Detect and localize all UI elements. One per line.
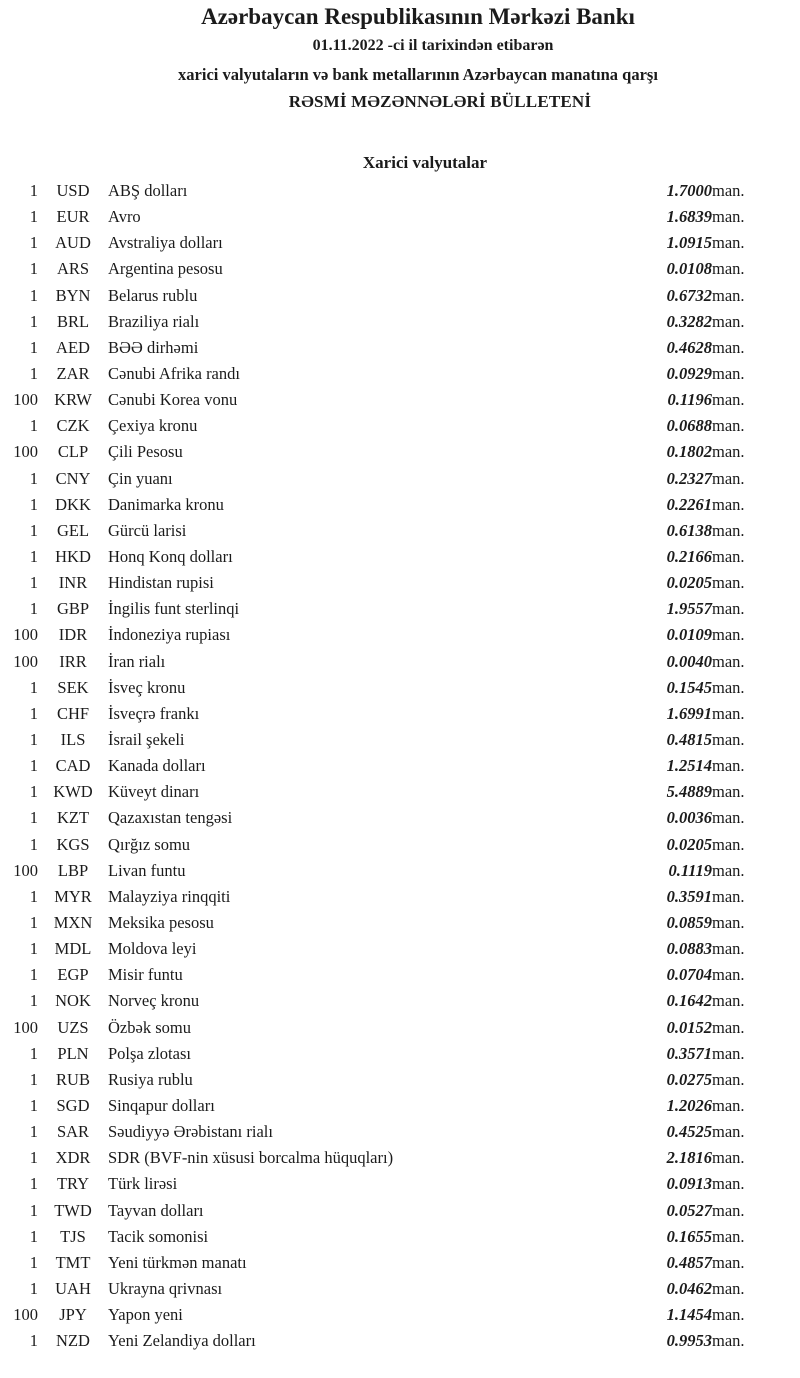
rate-row <box>0 727 780 753</box>
currency-name: Norveç kronu <box>108 991 200 1011</box>
rate-value: 0.0859 <box>666 913 712 932</box>
currency-name: Misir funtu <box>108 965 183 985</box>
rate-value: 0.4525 <box>666 1122 712 1142</box>
unit-label: man. <box>712 1148 745 1168</box>
unit-label: man. <box>712 651 745 671</box>
currency-name: Çili Pesosu <box>108 442 183 462</box>
currency-code: MYR <box>54 886 92 906</box>
unit-label: man. <box>712 1305 745 1325</box>
currency-code: CAD <box>55 756 91 776</box>
rate-value: 0.0205 <box>666 573 712 593</box>
currency-code: TRY <box>56 1174 90 1194</box>
unit-label: man. <box>712 965 745 985</box>
quantity: 1 <box>29 259 38 279</box>
unit-label: man. <box>712 311 745 331</box>
currency-name: Malayziya rinqqiti <box>108 886 231 906</box>
rate-value: 2.1816 <box>666 1148 712 1168</box>
quantity: 1 <box>29 233 38 253</box>
currency-name: Yeni Zelandiya dolları <box>108 1331 256 1351</box>
quantity: 100 <box>13 860 38 880</box>
unit-label: man. <box>712 1252 745 1272</box>
currency-code: NOK <box>55 991 91 1011</box>
currency-name: Sinqapur dolları <box>108 1095 215 1115</box>
rate-row <box>0 832 780 858</box>
unit-label: man. <box>712 390 745 410</box>
quantity: 1 <box>29 1226 38 1246</box>
currency-code: SGD <box>56 1095 90 1115</box>
rate-row <box>0 1250 780 1276</box>
rate-value: 0.1655 <box>666 1226 712 1246</box>
currency-name: Tayvan dolları <box>108 1200 204 1220</box>
quantity: 1 <box>29 181 38 201</box>
currency-name: Avstraliya dolları <box>108 233 223 253</box>
quantity: 1 <box>29 416 38 436</box>
rate-value: 0.6732 <box>666 285 712 305</box>
rate-value: 1.6839 <box>666 207 712 227</box>
quantity: 1 <box>29 1200 38 1220</box>
unit-label: man. <box>712 1069 745 1089</box>
rate-row <box>0 753 780 779</box>
unit-label: man. <box>712 547 745 567</box>
quantity: 100 <box>13 1305 38 1325</box>
unit-label: man. <box>712 416 745 436</box>
currency-name: Braziliya rialı <box>108 311 200 331</box>
quantity: 100 <box>13 1017 38 1037</box>
rate-value: 0.1642 <box>666 991 712 1011</box>
rate-row <box>0 309 780 335</box>
currency-code: CHF <box>56 703 90 723</box>
rate-value: 0.2166 <box>666 547 712 567</box>
quantity: 1 <box>29 1122 38 1142</box>
quantity: 100 <box>13 390 38 410</box>
currency-name: Cənubi Korea vonu <box>108 390 238 410</box>
currency-name: Küveyt dinarı <box>108 782 200 802</box>
quantity: 1 <box>29 311 38 331</box>
currency-code: IRR <box>59 651 87 671</box>
quantity: 1 <box>29 913 38 932</box>
rate-value: 0.0688 <box>666 416 712 436</box>
currency-code: USD <box>56 181 90 201</box>
rate-row <box>0 1093 780 1119</box>
rate-value: 0.0913 <box>666 1174 712 1194</box>
rate-value: 0.3591 <box>666 886 712 906</box>
currency-name: Yeni türkmən manatı <box>108 1252 247 1272</box>
currency-name: Ukrayna qrivnası <box>108 1278 223 1298</box>
unit-label: man. <box>712 337 745 357</box>
rate-value: 1.2026 <box>666 1095 712 1115</box>
unit-label: man. <box>712 782 745 802</box>
rate-row <box>0 1119 780 1145</box>
rate-value: 1.0915 <box>666 233 712 253</box>
quantity: 1 <box>29 1278 38 1298</box>
rate-row <box>0 988 780 1014</box>
unit-label: man. <box>712 939 745 959</box>
rate-row <box>0 622 780 648</box>
rate-row <box>0 570 780 596</box>
currency-name: SDR (BVF-nin xüsusi borcalma hüquqları) <box>108 1148 394 1168</box>
quantity: 1 <box>29 834 38 854</box>
rate-value: 0.0527 <box>666 1200 712 1220</box>
unit-label: man. <box>712 756 745 776</box>
rate-value: 0.0152 <box>666 1017 712 1037</box>
unit-label: man. <box>712 703 745 723</box>
rate-value: 1.2514 <box>666 756 712 776</box>
rate-row <box>0 230 780 256</box>
currency-name: Avro <box>108 207 141 227</box>
quantity: 1 <box>29 547 38 567</box>
rate-value: 0.6138 <box>666 520 712 540</box>
rate-row <box>0 1276 780 1302</box>
unit-label: man. <box>712 1200 745 1220</box>
quantity: 1 <box>29 703 38 723</box>
unit-label: man. <box>712 181 745 201</box>
unit-label: man. <box>712 1278 745 1298</box>
rate-row <box>0 544 780 570</box>
currency-code: KZT <box>56 808 90 828</box>
currency-code: UZS <box>57 1017 89 1037</box>
unit-label: man. <box>712 573 745 593</box>
rate-row <box>0 962 780 988</box>
rate-value: 0.4815 <box>666 730 712 750</box>
currency-code: NZD <box>56 1331 90 1351</box>
currency-code: BYN <box>55 285 91 305</box>
currency-name: İsveçrə frankı <box>108 703 200 723</box>
currency-code: JPY <box>59 1305 87 1325</box>
rate-value: 0.4628 <box>666 337 712 357</box>
quantity: 1 <box>29 1069 38 1089</box>
currency-name: Cənubi Afrika randı <box>108 364 240 384</box>
rate-value: 1.1454 <box>666 1305 712 1325</box>
unit-label: man. <box>712 520 745 540</box>
quantity: 1 <box>29 1095 38 1115</box>
unit-label: man. <box>712 677 745 697</box>
rate-value: 0.0883 <box>666 939 712 959</box>
currency-name: Argentina pesosu <box>108 259 223 279</box>
quantity: 1 <box>29 808 38 828</box>
rate-row <box>0 283 780 309</box>
currency-code: UAH <box>55 1278 91 1298</box>
currency-code: LBP <box>57 860 89 880</box>
rate-value: 1.9557 <box>666 599 712 619</box>
currency-name: Livan funtu <box>108 860 186 880</box>
currency-name: Qazaxıstan tengəsi <box>108 808 233 828</box>
currency-code: AED <box>56 337 90 357</box>
unit-label: man. <box>712 913 745 932</box>
quantity: 1 <box>29 337 38 357</box>
currency-code: SAR <box>56 1122 90 1142</box>
rate-row <box>0 936 780 962</box>
rate-row <box>0 1067 780 1093</box>
rate-value: 0.0040 <box>666 651 712 671</box>
rate-value: 0.4857 <box>666 1252 712 1272</box>
quantity: 1 <box>29 207 38 227</box>
unit-label: man. <box>712 886 745 906</box>
rate-value: 0.1119 <box>668 860 712 880</box>
currency-code: MDL <box>54 939 92 959</box>
rate-row <box>0 361 780 387</box>
quantity: 1 <box>29 1148 38 1168</box>
currency-name: Rusiya rublu <box>108 1069 193 1089</box>
rate-row <box>0 439 780 465</box>
unit-label: man. <box>712 259 745 279</box>
currency-name: Çexiya kronu <box>108 416 198 436</box>
currency-name: İran rialı <box>108 651 166 671</box>
currency-name: Çin yuanı <box>108 468 173 488</box>
currency-name: İndoneziya rupiası <box>108 625 231 645</box>
rate-row <box>0 466 780 492</box>
unit-label: man. <box>712 285 745 305</box>
rate-row <box>0 204 780 230</box>
rate-row <box>0 387 780 413</box>
currency-name: Qırğız somu <box>108 834 191 854</box>
rate-row <box>0 910 780 936</box>
unit-label: man. <box>712 834 745 854</box>
currency-code: EUR <box>56 207 90 227</box>
currency-name: Moldova leyi <box>108 939 197 959</box>
rate-row <box>0 335 780 361</box>
quantity: 1 <box>29 730 38 750</box>
rate-row <box>0 518 780 544</box>
currency-name: İsrail şekeli <box>108 730 185 750</box>
unit-label: man. <box>712 625 745 645</box>
rate-value: 0.0704 <box>666 965 712 985</box>
rate-row <box>0 805 780 831</box>
rate-row <box>0 413 780 439</box>
currency-code: IDR <box>58 625 88 645</box>
currency-name: Yapon yeni <box>108 1305 183 1325</box>
rate-value: 0.0205 <box>666 834 712 854</box>
unit-label: man. <box>712 860 745 880</box>
unit-label: man. <box>712 1331 745 1351</box>
quantity: 1 <box>29 1252 38 1272</box>
unit-label: man. <box>712 1174 745 1194</box>
rate-value: 0.1545 <box>666 677 712 697</box>
unit-label: man. <box>712 1122 745 1142</box>
currency-code: TWD <box>54 1200 92 1220</box>
rate-value: 0.3571 <box>666 1043 712 1063</box>
unit-label: man. <box>712 1017 745 1037</box>
currency-name: Özbək somu <box>108 1017 191 1037</box>
rate-value: 0.0108 <box>666 259 712 279</box>
quantity: 100 <box>13 625 38 645</box>
currency-code: SEK <box>57 677 89 697</box>
rate-row <box>0 675 780 701</box>
quantity: 1 <box>29 886 38 906</box>
rate-row <box>0 596 780 622</box>
currency-code: KGS <box>56 834 90 854</box>
currency-code: BRL <box>56 311 90 331</box>
currency-code: GBP <box>56 599 90 619</box>
quantity: 1 <box>29 364 38 384</box>
rate-row <box>0 884 780 910</box>
exchange-rates-body <box>0 178 780 1354</box>
currency-code: PLN <box>57 1043 89 1063</box>
quantity: 1 <box>29 677 38 697</box>
currency-name: Honq Konq dolları <box>108 547 233 567</box>
currency-code: KRW <box>54 390 92 410</box>
unit-label: man. <box>712 808 745 828</box>
unit-label: man. <box>712 1095 745 1115</box>
unit-label: man. <box>712 468 745 488</box>
quantity: 1 <box>29 782 38 802</box>
rate-value: 5.4889 <box>666 782 712 802</box>
quantity: 1 <box>29 285 38 305</box>
unit-label: man. <box>712 1226 745 1246</box>
currency-name: BƏƏ dirhəmi <box>108 337 199 357</box>
currency-code: XDR <box>55 1148 91 1168</box>
quantity: 1 <box>29 991 38 1011</box>
rate-value: 0.0036 <box>666 808 712 828</box>
rate-row <box>0 1224 780 1250</box>
quantity: 1 <box>29 1174 38 1194</box>
currency-code: RUB <box>56 1069 90 1089</box>
rate-row <box>0 1302 780 1328</box>
currency-code: CZK <box>56 416 90 436</box>
rate-value: 1.6991 <box>666 703 712 723</box>
quantity: 1 <box>29 965 38 985</box>
quantity: 1 <box>29 756 38 776</box>
currency-code: AUD <box>55 233 91 253</box>
unit-label: man. <box>712 494 745 514</box>
currency-code: EGP <box>57 965 89 985</box>
currency-code: ARS <box>56 259 90 279</box>
currency-code: INR <box>58 573 88 593</box>
currency-code: CLP <box>57 442 89 462</box>
currency-code: KWD <box>53 782 93 802</box>
currency-code: HKD <box>55 547 91 567</box>
bank-title: Azərbaycan Respublikasının Mərkəzi Bankı <box>201 4 635 29</box>
currency-name: Danimarka kronu <box>108 494 224 514</box>
quantity: 1 <box>29 1331 38 1351</box>
currency-code: DKK <box>55 494 91 514</box>
rate-value: 0.0275 <box>666 1069 712 1089</box>
quantity: 1 <box>29 520 38 540</box>
rate-row <box>0 1041 780 1067</box>
bulletin-header <box>35 0 800 114</box>
currency-name: İngilis funt sterlinqi <box>108 599 240 619</box>
exchange-rates-table <box>0 178 780 1354</box>
rate-row <box>0 1328 780 1354</box>
rate-row <box>0 858 780 884</box>
rate-value: 0.1196 <box>667 390 712 410</box>
quantity: 1 <box>29 1043 38 1063</box>
unit-label: man. <box>712 233 745 253</box>
currency-name: Tacik somonisi <box>108 1226 209 1246</box>
unit-label: man. <box>712 1043 745 1063</box>
unit-label: man. <box>712 730 745 750</box>
quantity: 1 <box>29 468 38 488</box>
rate-row <box>0 649 780 675</box>
currency-name: Gürcü larisi <box>108 520 187 540</box>
rate-row <box>0 178 780 204</box>
quantity: 100 <box>13 651 38 671</box>
currency-code: TMT <box>55 1252 91 1272</box>
rate-row <box>0 1197 780 1223</box>
currency-name: Kanada dolları <box>108 756 206 776</box>
currency-code: ILS <box>60 730 86 750</box>
currency-code: GEL <box>56 520 90 540</box>
rate-row <box>0 1145 780 1171</box>
rate-row <box>0 701 780 727</box>
quantity: 1 <box>29 599 38 619</box>
rate-value: 0.2327 <box>666 468 712 488</box>
currency-name: Meksika pesosu <box>108 913 214 932</box>
currency-name: Belarus rublu <box>108 285 198 305</box>
currency-code: CNY <box>55 468 91 488</box>
unit-label: man. <box>712 442 745 462</box>
rate-row <box>0 492 780 518</box>
rate-row <box>0 1015 780 1041</box>
currency-name: Polşa zlotası <box>108 1043 191 1063</box>
quantity: 1 <box>29 494 38 514</box>
section-title-foreign-currencies: Xarici valyutalar <box>362 153 488 172</box>
currency-code: MXN <box>53 913 93 932</box>
rate-value: 0.0109 <box>666 625 712 645</box>
rate-value: 0.2261 <box>666 494 712 514</box>
rate-row <box>0 779 780 805</box>
unit-label: man. <box>712 991 745 1011</box>
quantity: 1 <box>29 939 38 959</box>
rate-row <box>0 256 780 282</box>
currency-name: Türk lirəsi <box>108 1174 178 1194</box>
rate-value: 0.9953 <box>666 1331 712 1351</box>
rate-row <box>0 1171 780 1197</box>
currency-name: ABŞ dolları <box>108 181 188 201</box>
quantity: 100 <box>13 442 38 462</box>
effective-date-line: 01.11.2022 -ci il tarixindən etibarən <box>312 37 554 54</box>
rate-value: 0.3282 <box>666 311 712 331</box>
currency-name: Hindistan rupisi <box>108 573 214 593</box>
rate-value: 0.0929 <box>666 364 712 384</box>
rate-value: 0.0462 <box>666 1278 712 1298</box>
subject-line: xarici valyutaların və bank metallarının Azərbaycan manatına qarşı <box>178 65 658 84</box>
unit-label: man. <box>712 599 745 619</box>
bulletin-title: RƏSMİ MƏZƏNNƏLƏRİ BÜLLETENİ <box>288 92 592 111</box>
quantity: 1 <box>29 573 38 593</box>
unit-label: man. <box>712 364 745 384</box>
currency-code: ZAR <box>56 364 90 384</box>
unit-label: man. <box>712 207 745 227</box>
currency-name: Səudiyyə Ərəbistanı rialı <box>108 1122 273 1142</box>
currency-name: İsveç kronu <box>108 677 186 697</box>
currency-code: TJS <box>60 1226 86 1246</box>
rate-value: 0.1802 <box>666 442 712 462</box>
rate-value: 1.7000 <box>666 181 712 201</box>
